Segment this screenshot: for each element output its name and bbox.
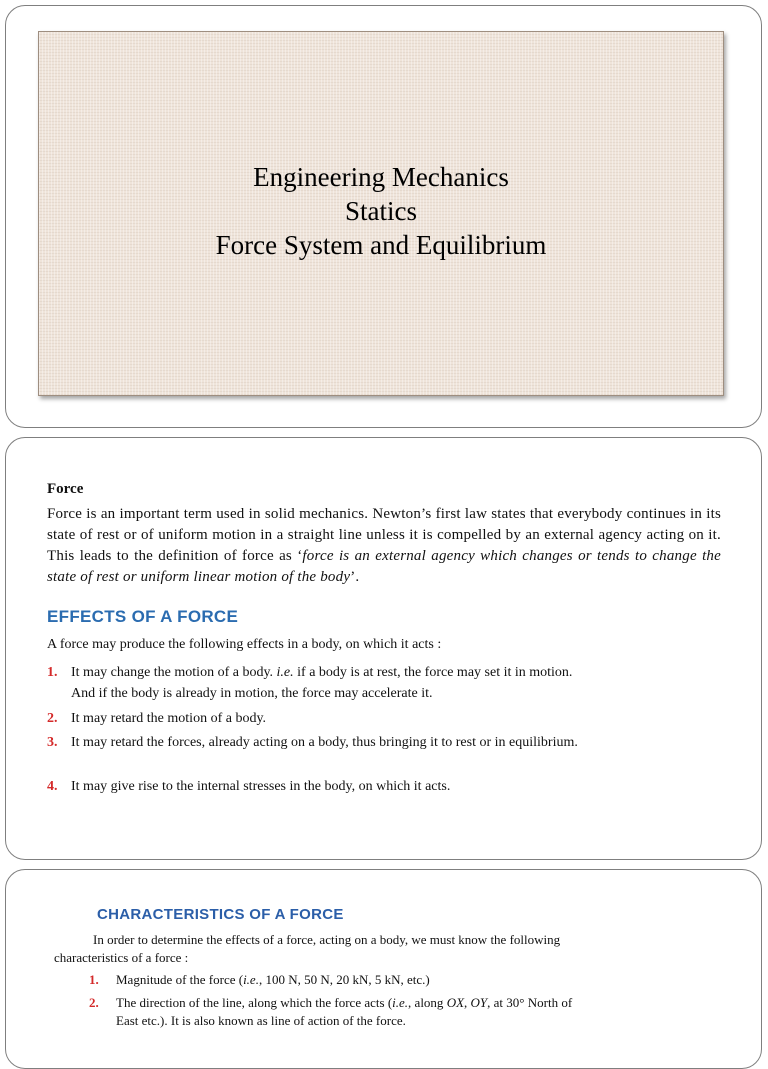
title-line-course: Engineering Mechanics [253,162,509,192]
characteristic-text-continuation: East etc.). It is also known as line of action of the force. [116,1013,406,1028]
characteristic-text-mid: , along [408,995,447,1010]
effect-number: 1. [47,665,58,680]
effects-intro: A force may produce the following effects in a body, on which it acts : [47,637,442,652]
effect-text: It may change the motion of a body. [71,665,277,680]
effect-text-rest: if a body is at rest, the force may set it in motion. [293,665,573,680]
characteristics-intro-line-1: In order to determine the effects of a force, acting on a body, we must know the following [93,932,561,947]
effect-item-3 [47,732,737,753]
slide-title [5,5,762,428]
characteristic-text-rest: , at 30° North of [487,995,573,1010]
characteristic-text-italic: i.e. [392,995,409,1010]
title-line-subject: Statics [345,196,417,226]
characteristic-axis-oy: OY [470,995,488,1010]
force-definition-quote: force is an external agency which changes or tends to change the state of rest or uniform linear motion of the body [47,548,721,585]
effect-text: It may retard the forces, already acting on a body, thus bringing it to rest or in equilibrium. [71,735,578,750]
characteristic-item-2 [89,994,649,1030]
characteristic-text: The direction of the line, along which the force acts ( [116,995,393,1010]
characteristic-text: Magnitude of the force ( [116,972,244,987]
force-paragraph-text: Force is an important term used in solid mechanics. Newton’s first law states that everybody continues in its state of rest or of uniform motion in a straight line unless it is compelled by an external agency acting on it. This leads to the definition of force as ‘ [47,506,721,564]
characteristic-item-1 [89,971,649,989]
effect-text: It may give rise to the internal stresses in the body, on which it acts. [71,779,451,794]
characteristic-number: 1. [89,972,99,987]
force-definition-paragraph [47,504,721,588]
characteristics-heading: CHARACTERISTICS OF A FORCE [97,906,344,923]
effects-heading: EFFECTS OF A FORCE [47,607,239,626]
characteristic-number: 2. [89,995,99,1010]
effect-item-4 [47,776,737,797]
characteristics-intro [54,931,654,967]
title-line-topic: Force System and Equilibrium [215,230,547,260]
effect-number: 2. [47,711,58,726]
slide-characteristics [5,869,762,1069]
characteristic-text-mid2: , [464,995,471,1010]
effect-item-1 [47,662,737,704]
force-paragraph-end: ’. [350,569,360,585]
effect-text-continuation: And if the body is already in motion, the force may accelerate it. [71,686,433,701]
characteristic-text-italic: i.e. [243,972,259,987]
effect-text-italic: i.e. [276,665,294,680]
characteristics-intro-line-2: characteristics of a force : [54,950,189,965]
slide-title-text [39,160,723,262]
slide-force [5,437,762,860]
characteristic-text-rest: , 100 N, 50 N, 20 kN, 5 kN, etc.) [258,972,430,987]
effect-number: 4. [47,779,58,794]
effect-item-2 [47,708,737,729]
force-heading: Force [47,481,84,497]
effect-text: It may retard the motion of a body. [71,711,267,726]
characteristic-axis-ox: OX [446,995,465,1010]
title-panel [38,31,724,396]
effect-number: 3. [47,735,58,750]
